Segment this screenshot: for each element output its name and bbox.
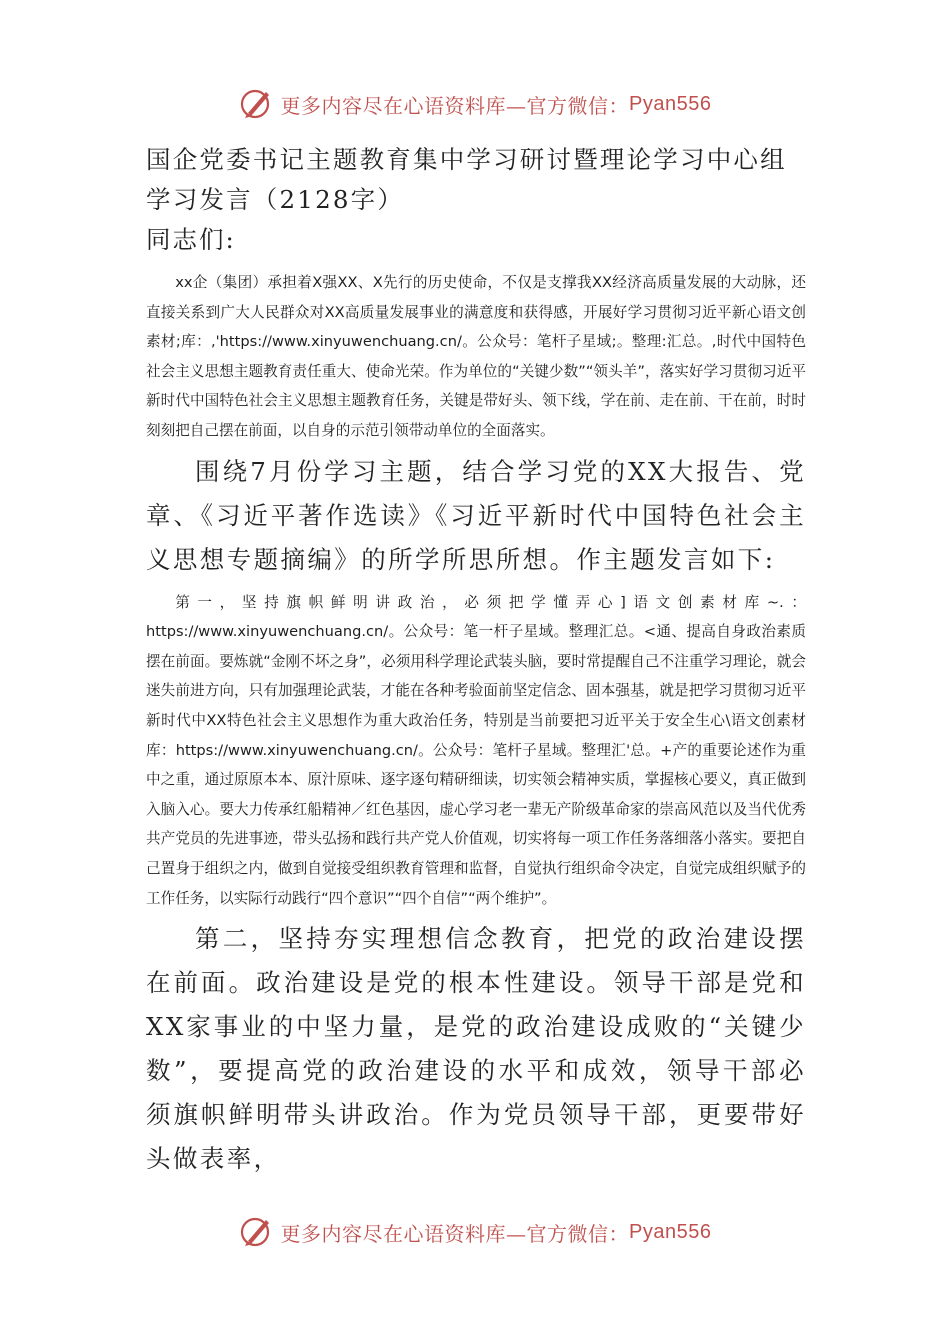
banner-text: 更多内容尽在心语资料库—官方微信： [280,1221,630,1246]
banner-text: 更多内容尽在心语资料库—官方微信： [280,93,630,118]
banner-wechat-id: Pyan556 [629,1220,712,1243]
paragraph-second-point: 第二，坚持夯实理想信念教育，把党的政治建设摆在前面。政治建设是党的根本性建设。领导干部是党和XX家事业的中坚力量，是党的政治建设成败的“关键少数”，要提高党的政治建设的水平和成效，领导干部必须旗帜鲜明带头讲政治。作为党员领导干部，更要带好头做表率， [146,924,806,1174]
footer-watermark-banner [0,1214,950,1250]
greeting: 同志们: [146,225,236,254]
paragraph-first-point: 第一，坚持旗帜鲜明讲政治，必须把学懂弄心]语文创素材库~.：https://www.xinyuwenchuang.cn/。公众号：笔一杆子星域。整理汇总。<通、提高自身政治素质摆在前面。要炼就“金刚不坏之身”，必须用科学理论武装头脑，要时常提醒自己不注重学习理论，就会迷失前进方向，只有加强理论武装，才能在各种考验面前坚定信念、固本强基，就是把学习贯彻习近平新时代中XX特色社会主义思想作为重大政治任务，特别是当前要把习近平关于安全生心\语文创素材库：https://www.xinyuwenchuang.cn/。公众号：笔杆子星域。整理汇'总。+产的重要论述作为重中之重，通过原原本本、原汁原味、逐字逐句精研细读，切实领会精神实质，掌握核心要义，真正做到入脑入心。要大力传承红船精神／红色基因，虚心学习老一辈无产阶级革命家的崇高风范以及当代优秀共产党员的先进事迹，带头弘扬和践行共产党人价值观，切实将每一项工作任务落细落小落实。要把自己置身于组织之内，做到自觉接受组织教育管理和监督，自觉执行组织命令决定，自觉完成组织赋予的工作任务，以实际行动践行“四个意识”“四个自信”“两个维护”。 [146,593,806,907]
banner-wechat-id: Pyan556 [629,92,712,115]
paragraph-topic: 围绕7月份学习主题，结合学习党的XX大报告、党章、《习近平著作选读》《习近平新时代中国特色社会主义思想专题摘编》的所学所思所想。作主题发言如下: [146,456,806,574]
document-body [146,140,806,1181]
document-title: 国企党委书记主题教育集中学习研讨暨理论学习中心组学习发言（2128字） [146,145,787,214]
pen-logo-icon [239,1214,275,1250]
header-watermark-banner [0,86,950,122]
pen-logo-icon [239,86,275,122]
paragraph-intro: xx企（集团）承担着X强XX、X先行的历史使命，不仅是支撑我XX经济高质量发展的大动脉，还直接关系到广大人民群众对XX高质量发展事业的满意度和获得感，开展好学习贯彻习近平新心语文创素材;库：,'https://www.xinyuwenchuang.cn/。公众号：笔杆子星域;。整理:汇总。,时代中国特色社会主义思想主题教育责任重大、使命光荣。作为单位的“关键少数”“领头羊”，落实好学习贯彻习近平新时代中国特色社会主义思想主题教育任务，关键是带好头、领下线，学在前、走在前、干在前，时时刻刻把自己摆在前面，以自身的示范引领带动单位的全面落实。 [146,274,806,439]
